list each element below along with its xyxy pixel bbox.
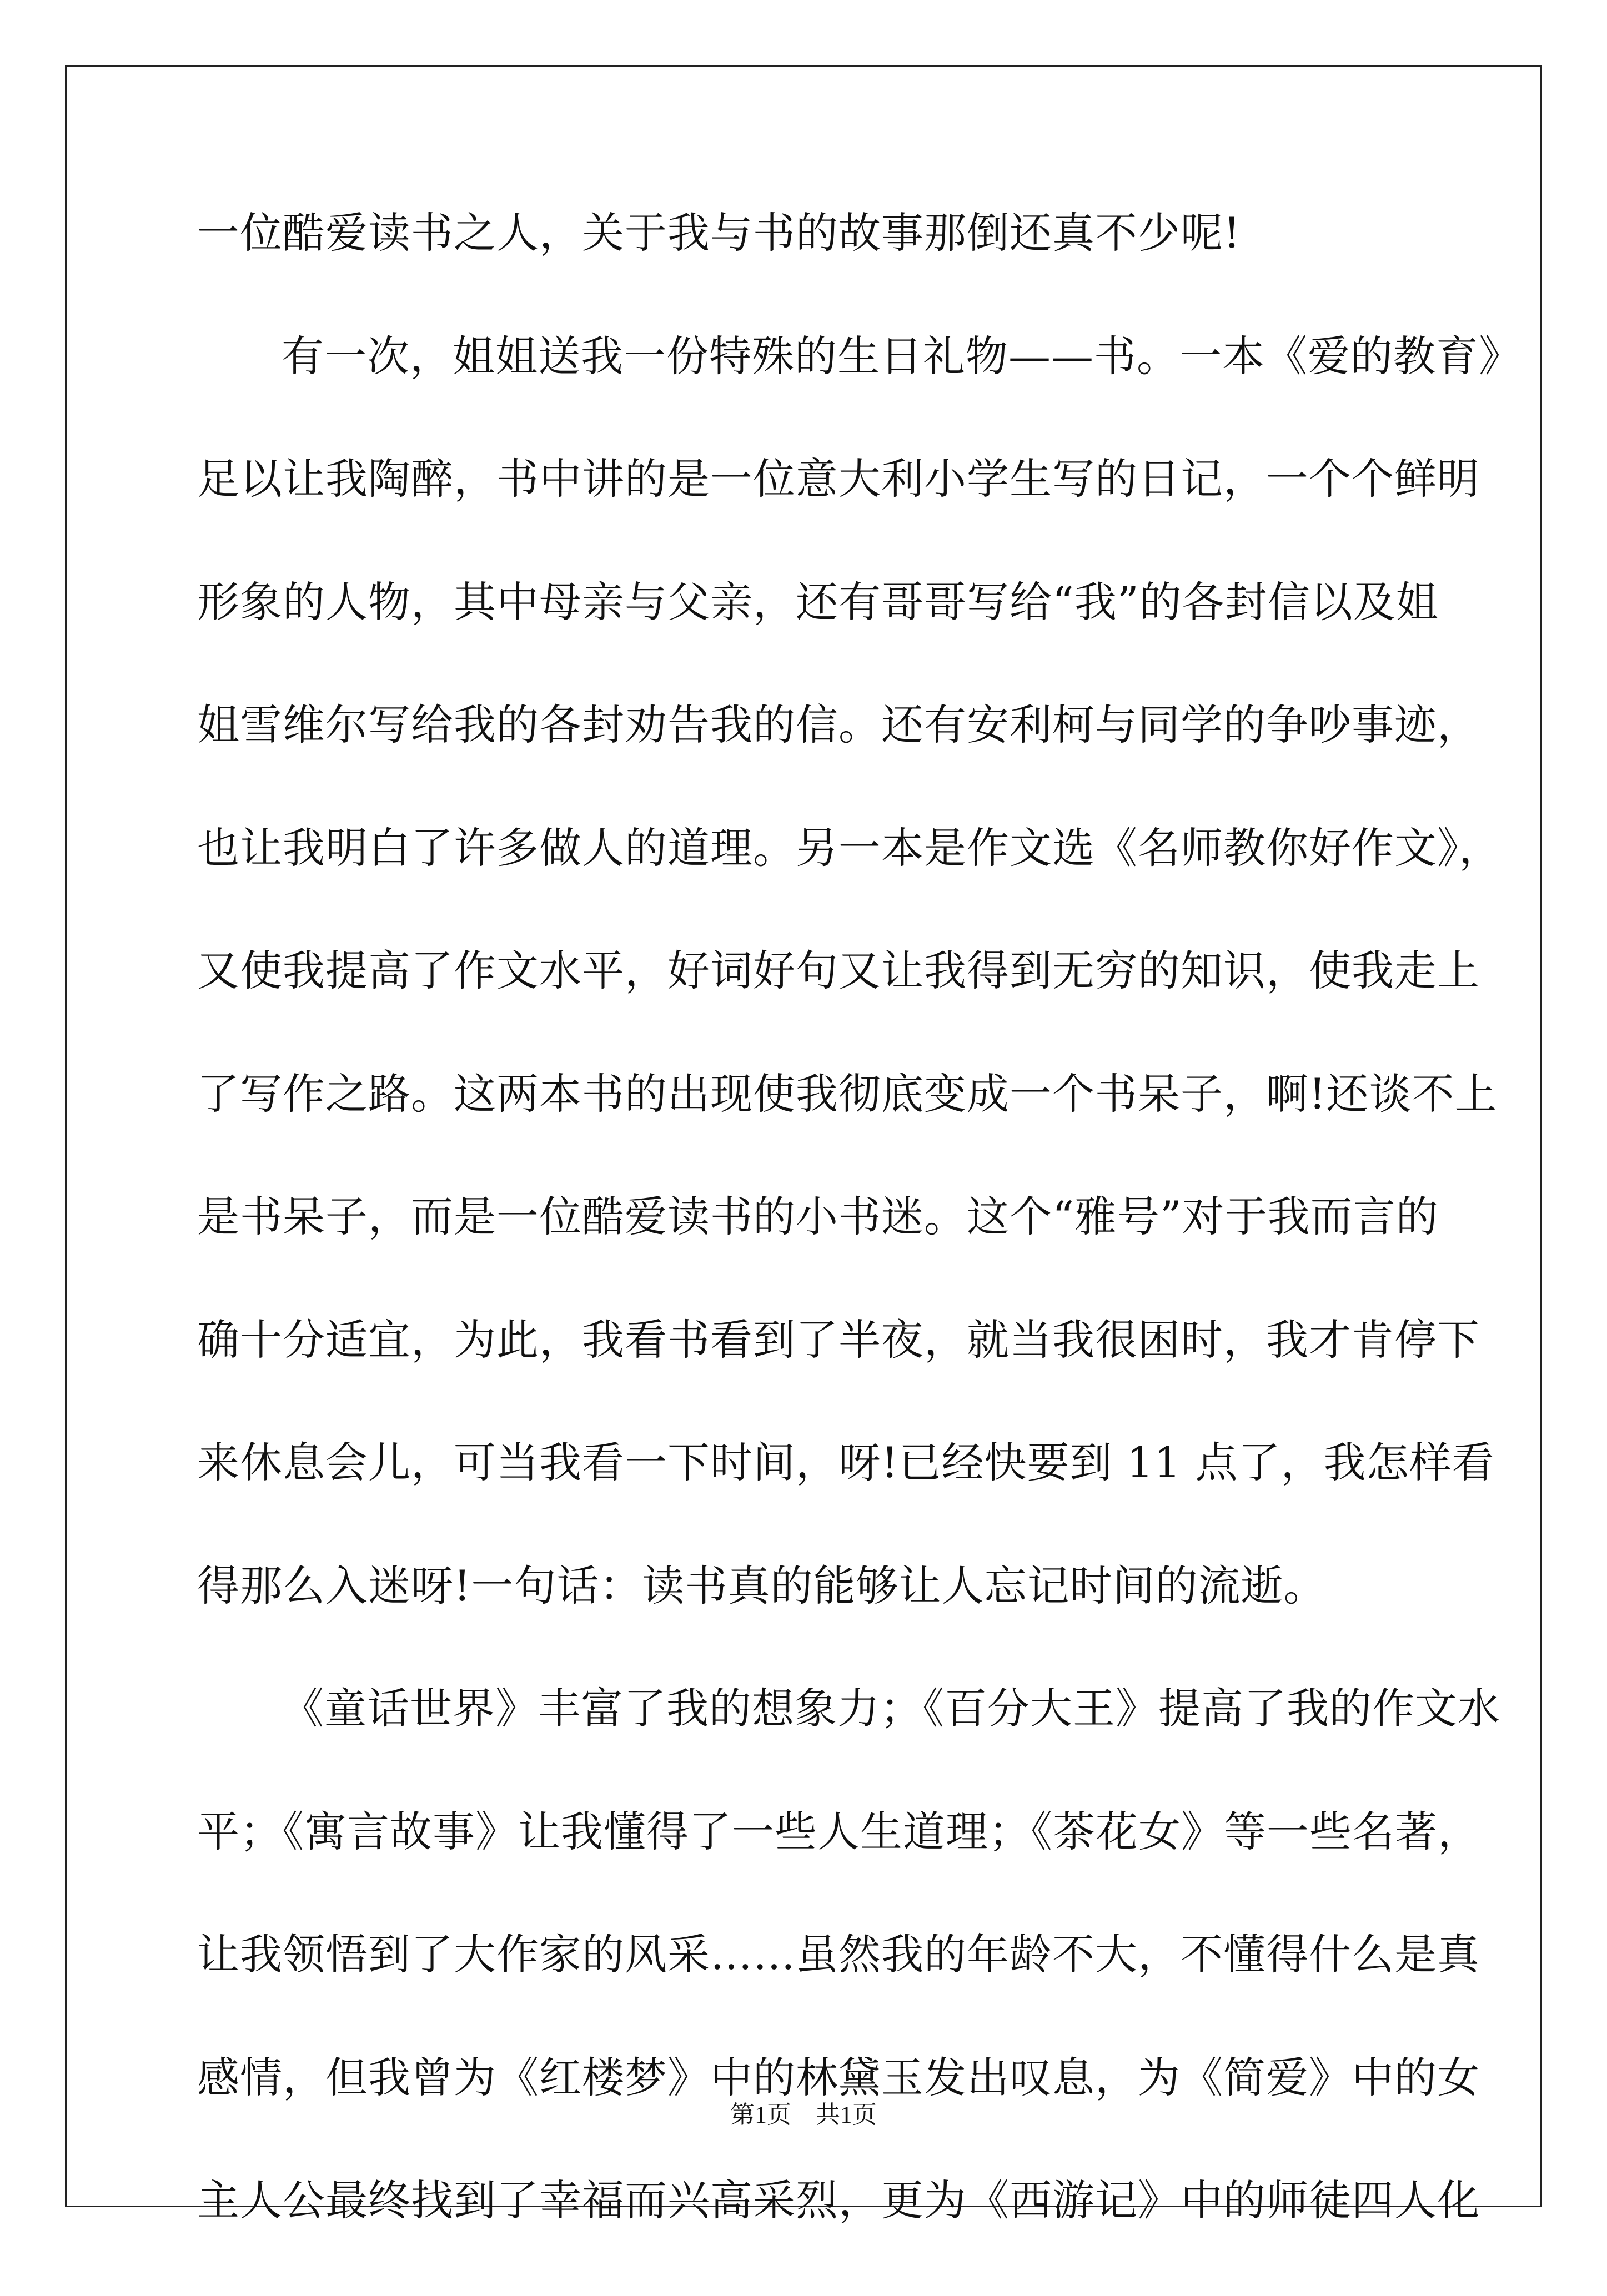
text-line: 主人公最终找到了幸福而兴高采烈，更为《西游记》中的师徒四人化	[197, 2176, 1480, 2225]
text-line: 来休息会儿，可当我看一下时间，呀!已经快要到 11 点了，我怎样看	[197, 1438, 1495, 1487]
text-line: 得那么入迷呀!一句话：读书真的能够让人忘记时间的流逝。	[197, 1560, 1327, 1610]
text-line: 有一次，姐姐送我一份特殊的生日礼物——书。一本《爱的教育》	[282, 331, 1521, 381]
text-line: 形象的人物，其中母亲与父亲，还有哥哥写给“我”的各封信以及姐	[197, 577, 1439, 627]
text-line: 也让我明白了许多做人的道理。另一本是作文选《名师教你好作文》，	[197, 823, 1501, 873]
text-line: 《童话世界》丰富了我的想象力；《百分大王》提高了我的作文水	[282, 1684, 1500, 1733]
text-line: 让我领悟到了大作家的风采……虽然我的年龄不大，不懂得什么是真	[197, 1930, 1480, 1979]
text-line: 一位酷爱读书之人，关于我与书的故事那倒还真不少呢!	[197, 208, 1241, 258]
text-line: 感情，但我曾为《红楼梦》中的林黛玉发出叹息，为《简爱》中的女	[197, 2052, 1480, 2102]
text-line: 又使我提高了作文水平，好词好句又让我得到无穷的知识，使我走上	[197, 946, 1480, 995]
text-line: 平；《寓言故事》让我懂得了一些人生道理；《茶花女》等一些名著，	[197, 1806, 1480, 1856]
text-line: 了写作之路。这两本书的出现使我彻底变成一个书呆子，啊!还谈不上	[197, 1069, 1498, 1119]
text-line: 足以让我陶醉，书中讲的是一位意大利小学生写的日记，一个个鲜明	[197, 454, 1480, 503]
text-line: 是书呆子，而是一位酷爱读书的小书迷。这个“雅号”对于我而言的	[197, 1192, 1439, 1241]
text-line: 确十分适宜，为此，我看书看到了半夜，就当我很困时，我才肯停下	[197, 1315, 1480, 1364]
text-line: 姐雪维尔写给我的各封劝告我的信。还有安利柯与同学的争吵事迹，	[197, 700, 1480, 749]
document-body	[197, 205, 1521, 2296]
page-footer: 第1页 共1页	[730, 2101, 877, 2128]
